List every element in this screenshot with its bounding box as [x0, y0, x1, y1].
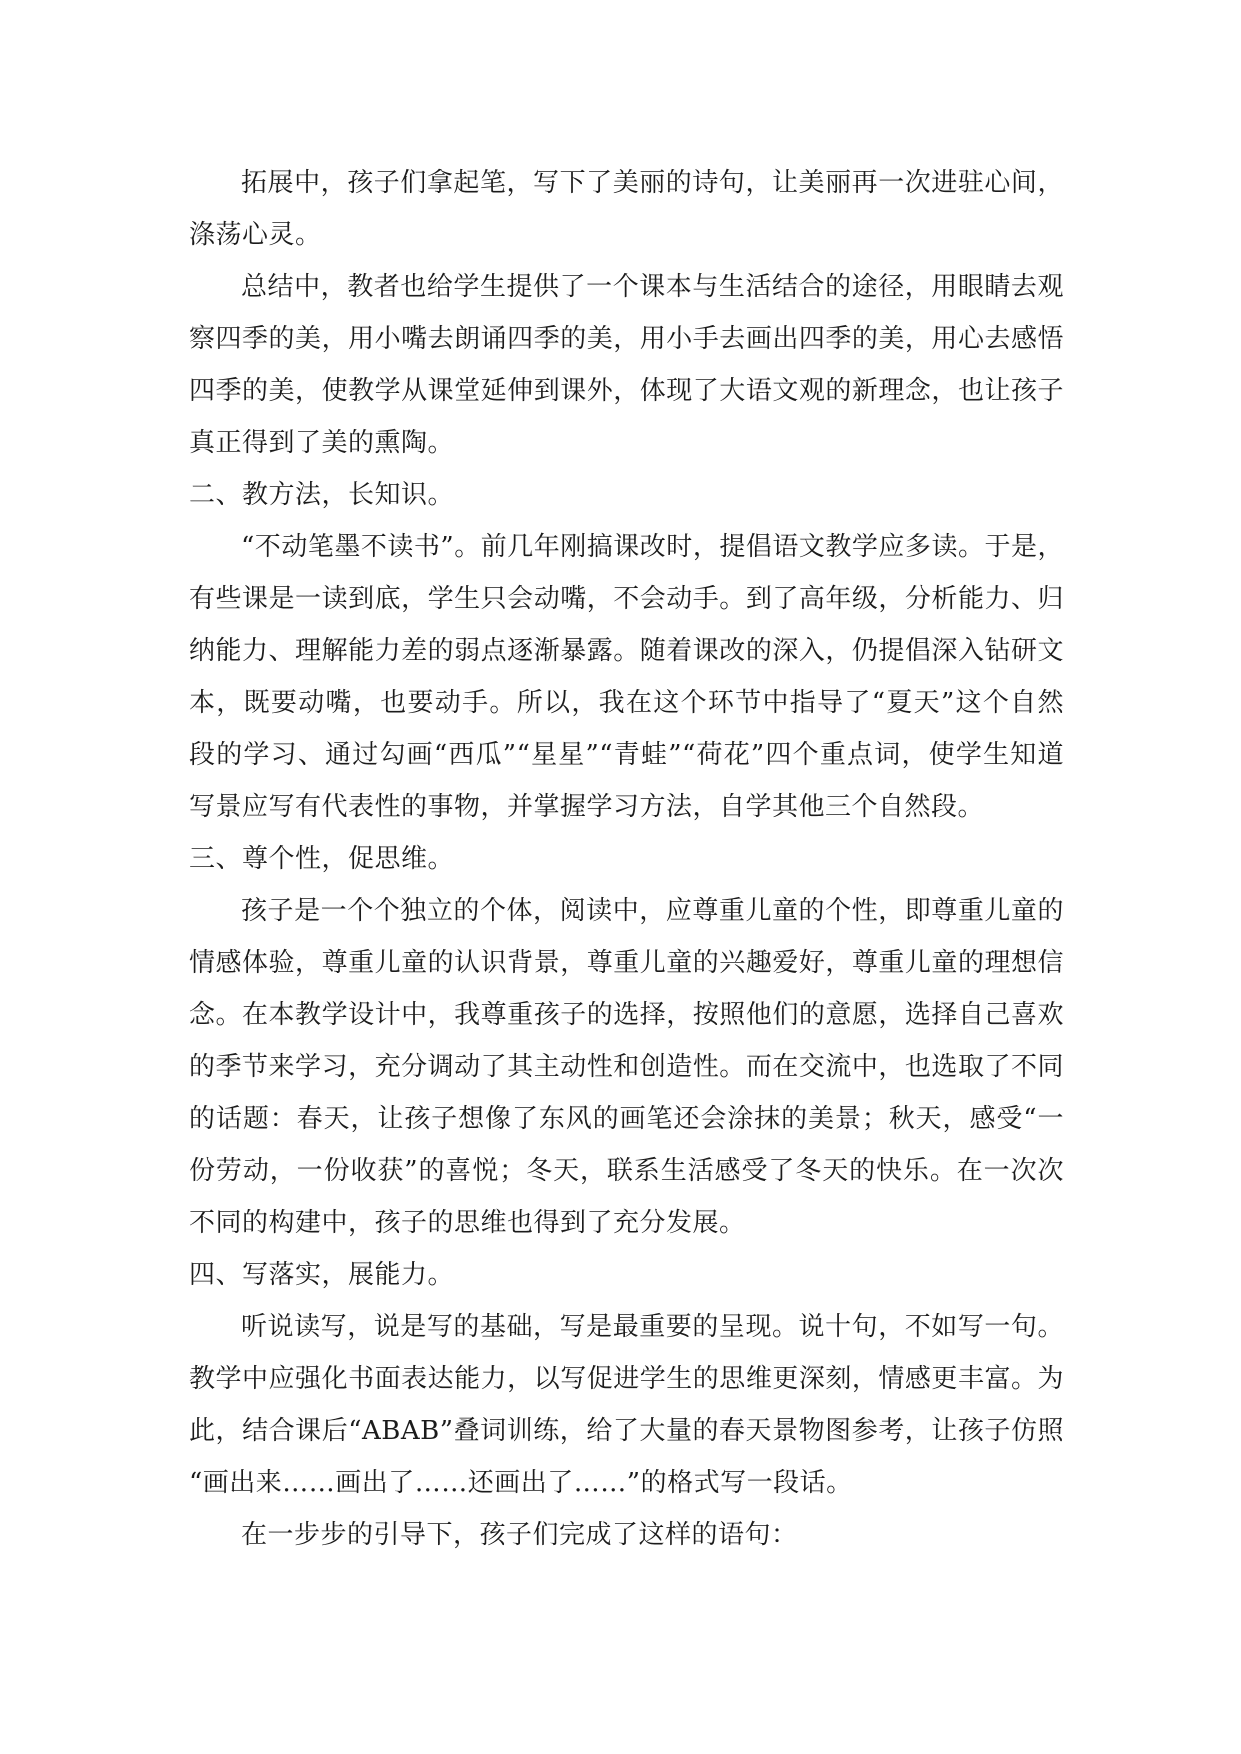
- paragraph-summary: 总结中，教者也给学生提供了一个课本与生活结合的途径，用眼睛去观察四季的美，用小嘴去朗诵四季的美，用小手去画出四季的美，用心去感悟四季的美，使教学从课堂延伸到课外，体现了大语文观的新理念，也让孩子真正得到了美的熏陶。: [189, 272, 1064, 458]
- section-heading-2: 二、教方法，长知识。: [189, 480, 455, 510]
- paragraph-guidance-lead-in: 在一步步的引导下，孩子们完成了这样的语句：: [241, 1520, 798, 1550]
- section-heading-4: 四、写落实，展能力。: [189, 1260, 455, 1290]
- section-heading-3: 三、尊个性，促思维。: [189, 844, 455, 874]
- paragraph-expansion: 拓展中，孩子们拿起笔，写下了美丽的诗句，让美丽再一次进驻心间，涤荡心灵。: [189, 168, 1064, 250]
- paragraph-individuality: 孩子是一个个独立的个体，阅读中，应尊重儿童的个性，即尊重儿童的情感体验，尊重儿童的认识背景，尊重儿童的兴趣爱好，尊重儿童的理想信念。在本教学设计中，我尊重孩子的选择，按照他们的意愿，选择自己喜欢的季节来学习，充分调动了其主动性和创造性。而在交流中，也选取了不同的话题：春天，让孩子想像了东风的画笔还会涂抹的美景；秋天，感受“一份劳动，一份收获”的喜悦；冬天，联系生活感受了冬天的快乐。在一次次不同的构建中，孩子的思维也得到了充分发展。: [189, 896, 1064, 1238]
- paragraph-writing-practice: 听说读写，说是写的基础，写是最重要的呈现。说十句，不如写一句。教学中应强化书面表达能力，以写促进学生的思维更深刻，情感更丰富。为此，结合课后“ABAB”叠词训练，给了大量的春天景物图参考，让孩子仿照“画出来……画出了……还画出了……”的格式写一段话。: [189, 1312, 1064, 1498]
- paragraph-teaching-method: “不动笔墨不读书”。前几年刚搞课改时，提倡语文教学应多读。于是，有些课是一读到底，学生只会动嘴，不会动手。到了高年级，分析能力、归纳能力、理解能力差的弱点逐渐暴露。随着课改的深入，仍提倡深入钻研文本，既要动嘴，也要动手。所以，我在这个环节中指导了“夏天”这个自然段的学习、通过勾画“西瓜”“星星”“青蛙”“荷花”四个重点词，使学生知道写景应写有代表性的事物，并掌握学习方法，自学其他三个自然段。: [189, 532, 1064, 822]
